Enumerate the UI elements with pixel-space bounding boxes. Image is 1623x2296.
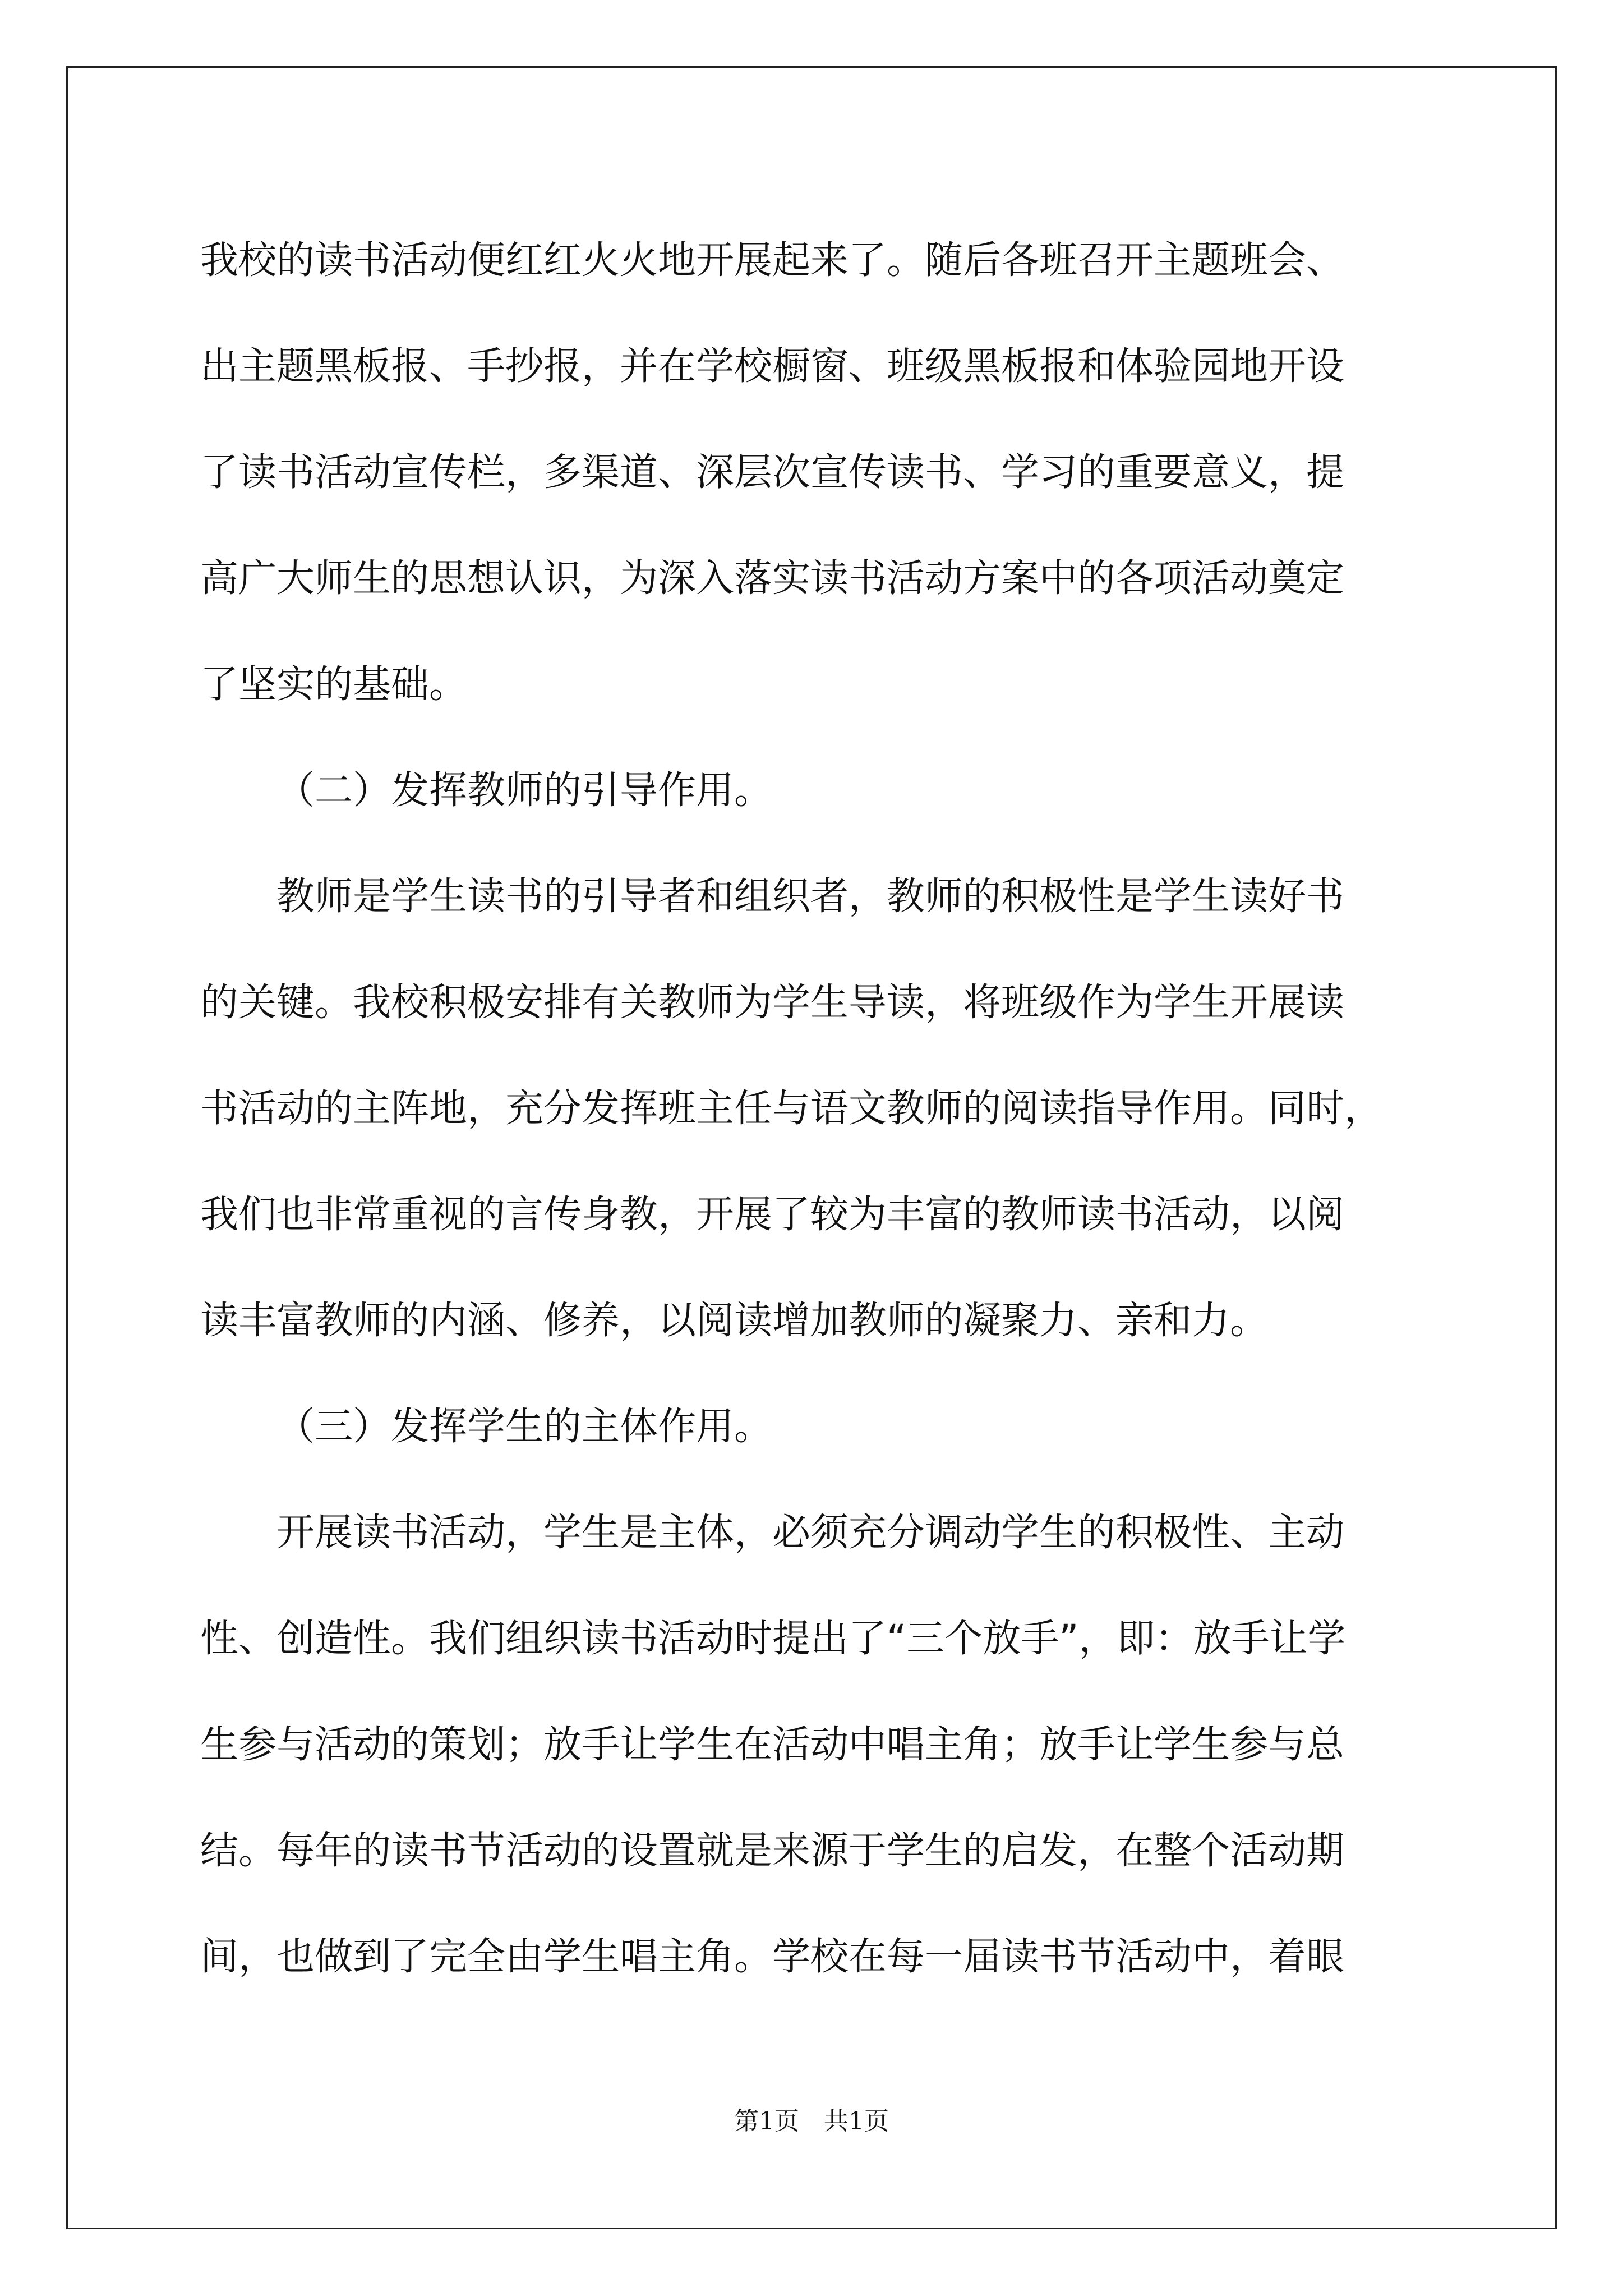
section-heading-2: （二）发挥教师的引导作用。 <box>276 769 773 813</box>
text-line: 我校的读书活动便红红火火地开展起来了。随后各班召开主题班会、 <box>200 238 1345 283</box>
page-footer: 第1页 共1页 <box>734 2107 889 2136</box>
text-line: 结。每年的读书节活动的设置就是来源于学生的启发，在整个活动期 <box>200 1829 1345 1873</box>
text-line: 间，也做到了完全由学生唱主角。学校在每一届读书节活动中，着眼 <box>200 1935 1345 1979</box>
text-line: 性、创造性。我们组织读书活动时提出了“三个放手”，即：放手让学 <box>200 1617 1346 1661</box>
text-line: 出主题黑板报、手抄报，并在学校橱窗、班级黑板报和体验园地开设 <box>200 344 1345 389</box>
text-line: 书活动的主阵地，充分发挥班主任与语文教师的阅读指导作用。同时， <box>200 1087 1383 1131</box>
paragraph-first-line: 教师是学生读书的引导者和组织者，教师的积极性是学生读好书 <box>276 875 1345 919</box>
text-line: 了坚实的基础。 <box>200 662 468 707</box>
document-body <box>200 208 1434 2010</box>
text-line: 的关键。我校积极安排有关教师为学生导读，将班级作为学生开展读 <box>200 981 1345 1025</box>
text-line: 高广大师生的思想认识，为深入落实读书活动方案中的各项活动奠定 <box>200 556 1345 601</box>
text-line: 了读书活动宣传栏，多渠道、深层次宣传读书、学习的重要意义，提 <box>200 450 1345 495</box>
text-line: 生参与活动的策划；放手让学生在活动中唱主角；放手让学生参与总 <box>200 1723 1345 1767</box>
text-line: 读丰富教师的内涵、修养，以阅读增加教师的凝聚力、亲和力。 <box>200 1299 1269 1343</box>
text-line: 我们也非常重视的言传身教，开展了较为丰富的教师读书活动，以阅 <box>200 1193 1345 1237</box>
paragraph-first-line: 开展读书活动，学生是主体，必须充分调动学生的积极性、主动 <box>276 1511 1345 1555</box>
section-heading-3: （三）发挥学生的主体作用。 <box>276 1405 773 1449</box>
